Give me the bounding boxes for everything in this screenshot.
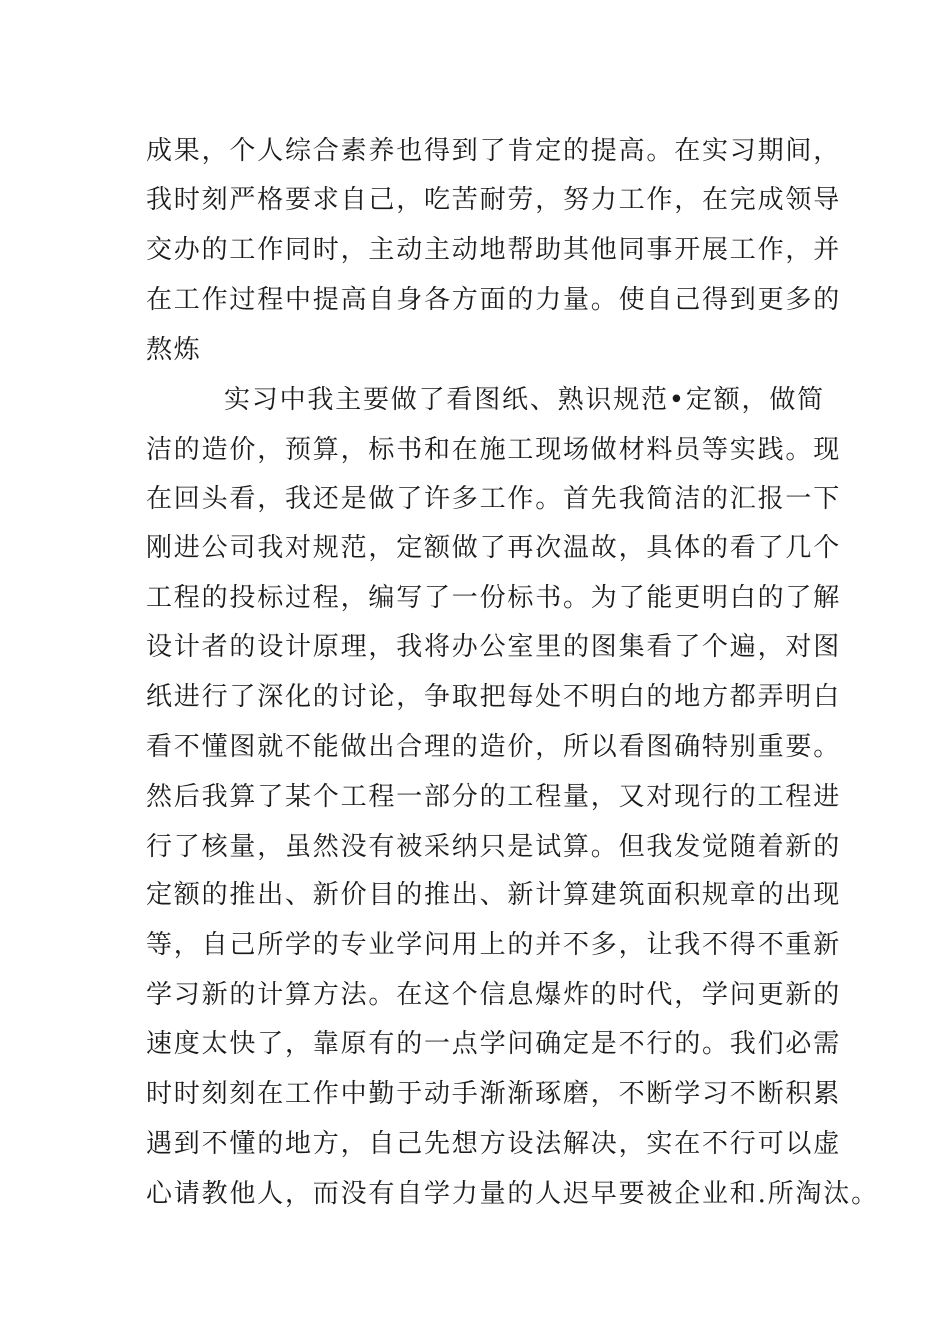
text-line: 然后我算了某个工程一部分的工程量，又对现行的工程进 <box>146 782 842 812</box>
paragraph-first-line: 实习中我主要做了看图纸、熟识规范•定额，做简 <box>224 385 825 415</box>
text-line: 行了核量，虽然没有被采纳只是试算。但我发觉随着新的 <box>146 832 842 862</box>
text-line: 看不懂图就不能做出合理的造价，所以看图确特别重要。 <box>146 732 842 762</box>
text-line: 学习新的计算方法。在这个信息爆炸的时代，学问更新的 <box>146 980 842 1010</box>
text-line: 等，自己所学的专业学问用上的并不多，让我不得不重新 <box>146 930 842 960</box>
text-line: 纸进行了深化的讨论，争取把每处不明白的地方都弄明白 <box>146 682 842 712</box>
text-line: 工程的投标过程，编写了一份标书。为了能更明白的了解 <box>146 583 842 613</box>
text-line: 心请教他人，而没有自学力量的人迟早要被企业和.所淘汰。 <box>146 1179 879 1209</box>
text-line: 在回头看，我还是做了许多工作。首先我简洁的汇报一下 <box>146 484 842 514</box>
text-line: 在工作过程中提高自身各方面的力量。使自己得到更多的 <box>146 285 842 315</box>
text-line: 定额的推出、新价目的推出、新计算建筑面积规章的出现 <box>146 880 842 910</box>
text-line: 熬炼 <box>146 335 202 365</box>
text-line: 成果，个人综合素养也得到了肯定的提高。在实习期间， <box>146 136 842 166</box>
text-line: 洁的造价，预算，标书和在施工现场做材料员等实践。现 <box>146 435 842 465</box>
text-line: 遇到不懂的地方，自己先想方设法解决，实在不行可以虚 <box>146 1129 842 1159</box>
text-line: 设计者的设计原理，我将办公室里的图集看了个遍，对图 <box>146 632 842 662</box>
text-line: 我时刻严格要求自己，吃苦耐劳，努力工作，在完成领导 <box>146 185 842 215</box>
text-line: 刚进公司我对规范，定额做了再次温故，具体的看了几个 <box>146 533 842 563</box>
text-line: 速度太快了，靠原有的一点学问确定是不行的。我们必需 <box>146 1029 842 1059</box>
text-line: 时时刻刻在工作中勤于动手渐渐琢磨，不断学习不断积累 <box>146 1079 842 1109</box>
text-line: 交办的工作同时，主动主动地帮助其他同事开展工作，并 <box>146 235 842 265</box>
